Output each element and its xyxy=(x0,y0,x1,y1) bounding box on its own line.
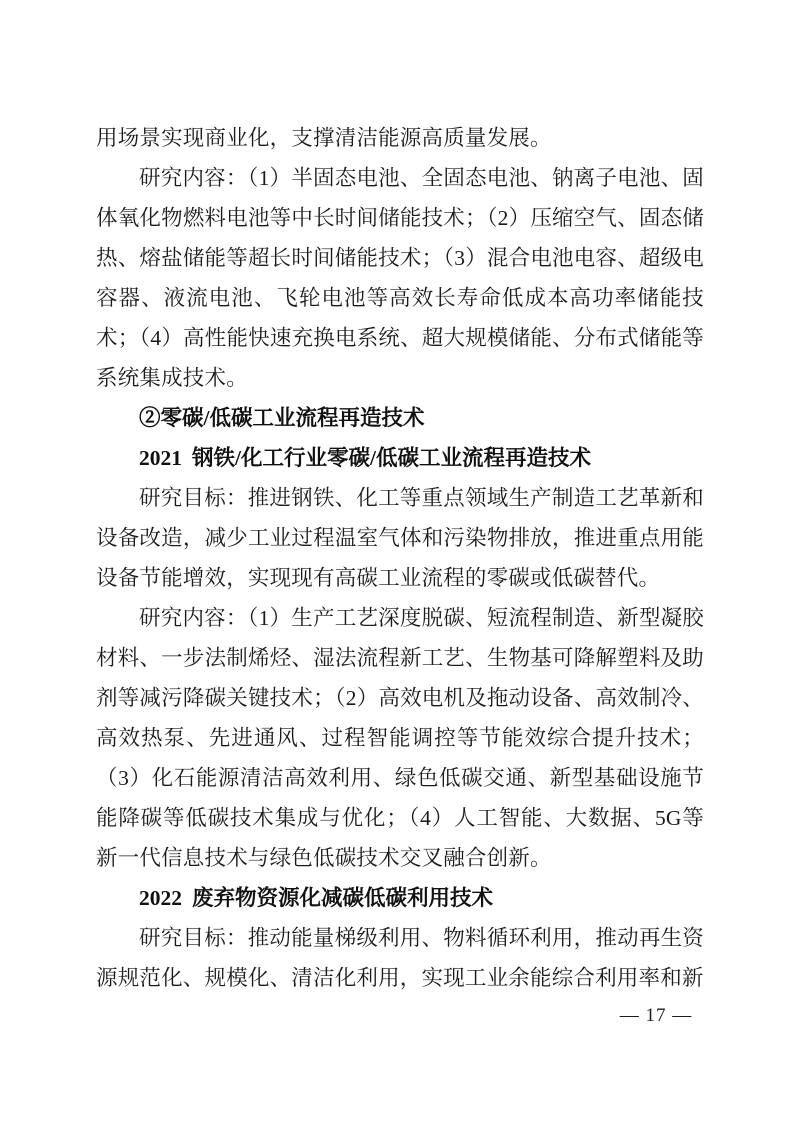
subheading-text: ②零碳/低碳工业流程再造技术 xyxy=(139,406,425,430)
heading-title-2022: 废弃物资源化减碳低碳利用技术 xyxy=(192,886,494,910)
paragraph-continuation: 用场景实现商业化，支撑清洁能源高质量发展。 xyxy=(96,126,552,150)
heading-title-2021: 钢铁/化工行业零碳/低碳工业流程再造技术 xyxy=(192,446,591,470)
page-number-text: — 17 — xyxy=(619,1005,693,1026)
numbered-heading-2022 xyxy=(96,878,704,918)
paragraph-research-goal-2021: 研究目标：推进钢铁、化工等重点领域生产制造工艺革新和设备改造，减少工业过程温室气体和污染物排放，推进重点用能设备节能增效，实现现有高碳工业流程的零碳或低碳替代。 xyxy=(96,486,704,590)
document-body xyxy=(96,118,704,998)
heading-number-2021: 2021 xyxy=(139,446,182,470)
numbered-heading-2021 xyxy=(96,438,704,478)
paragraph-research-content-storage: 研究内容：（1）半固态电池、全固态电池、钠离子电池、固体氧化物燃料电池等中长时间储能技术；（2）压缩空气、固态储热、熔盐储能等超长时间储能技术；（3）混合电池电容、超级电容器、液流电池、飞轮电池等高效长寿命低成本高功率储能技术；（4）高性能快速充换电系统、超大规模储能、分布式储能等系统集成技术。 xyxy=(96,166,704,390)
page-number-footer xyxy=(0,1005,800,1027)
subheading-low-carbon-industrial-process xyxy=(96,398,704,438)
paragraph-research-content-2021: 研究内容：（1）生产工艺深度脱碳、短流程制造、新型凝胶材料、一步法制烯烃、湿法流程新工艺、生物基可降解塑料及助剂等减污降碳关键技术；（2）高效电机及拖动设备、高效制冷、高效热泵、先进通风、过程智能调控等节能效综合提升技术；（3）化石能源清洁高效利用、绿色低碳交通、新型基础设施节能降碳等低碳技术集成与优化；（4）人工智能、大数据、5G等新一代信息技术与绿色低碳技术交叉融合创新。 xyxy=(96,606,704,870)
heading-number-2022: 2022 xyxy=(139,886,182,910)
paragraph-research-goal-2022: 研究目标：推动能量梯级利用、物料循环利用，推动再生资源规范化、规模化、清洁化利用，实现工业余能综合利用率和新 xyxy=(96,926,704,990)
